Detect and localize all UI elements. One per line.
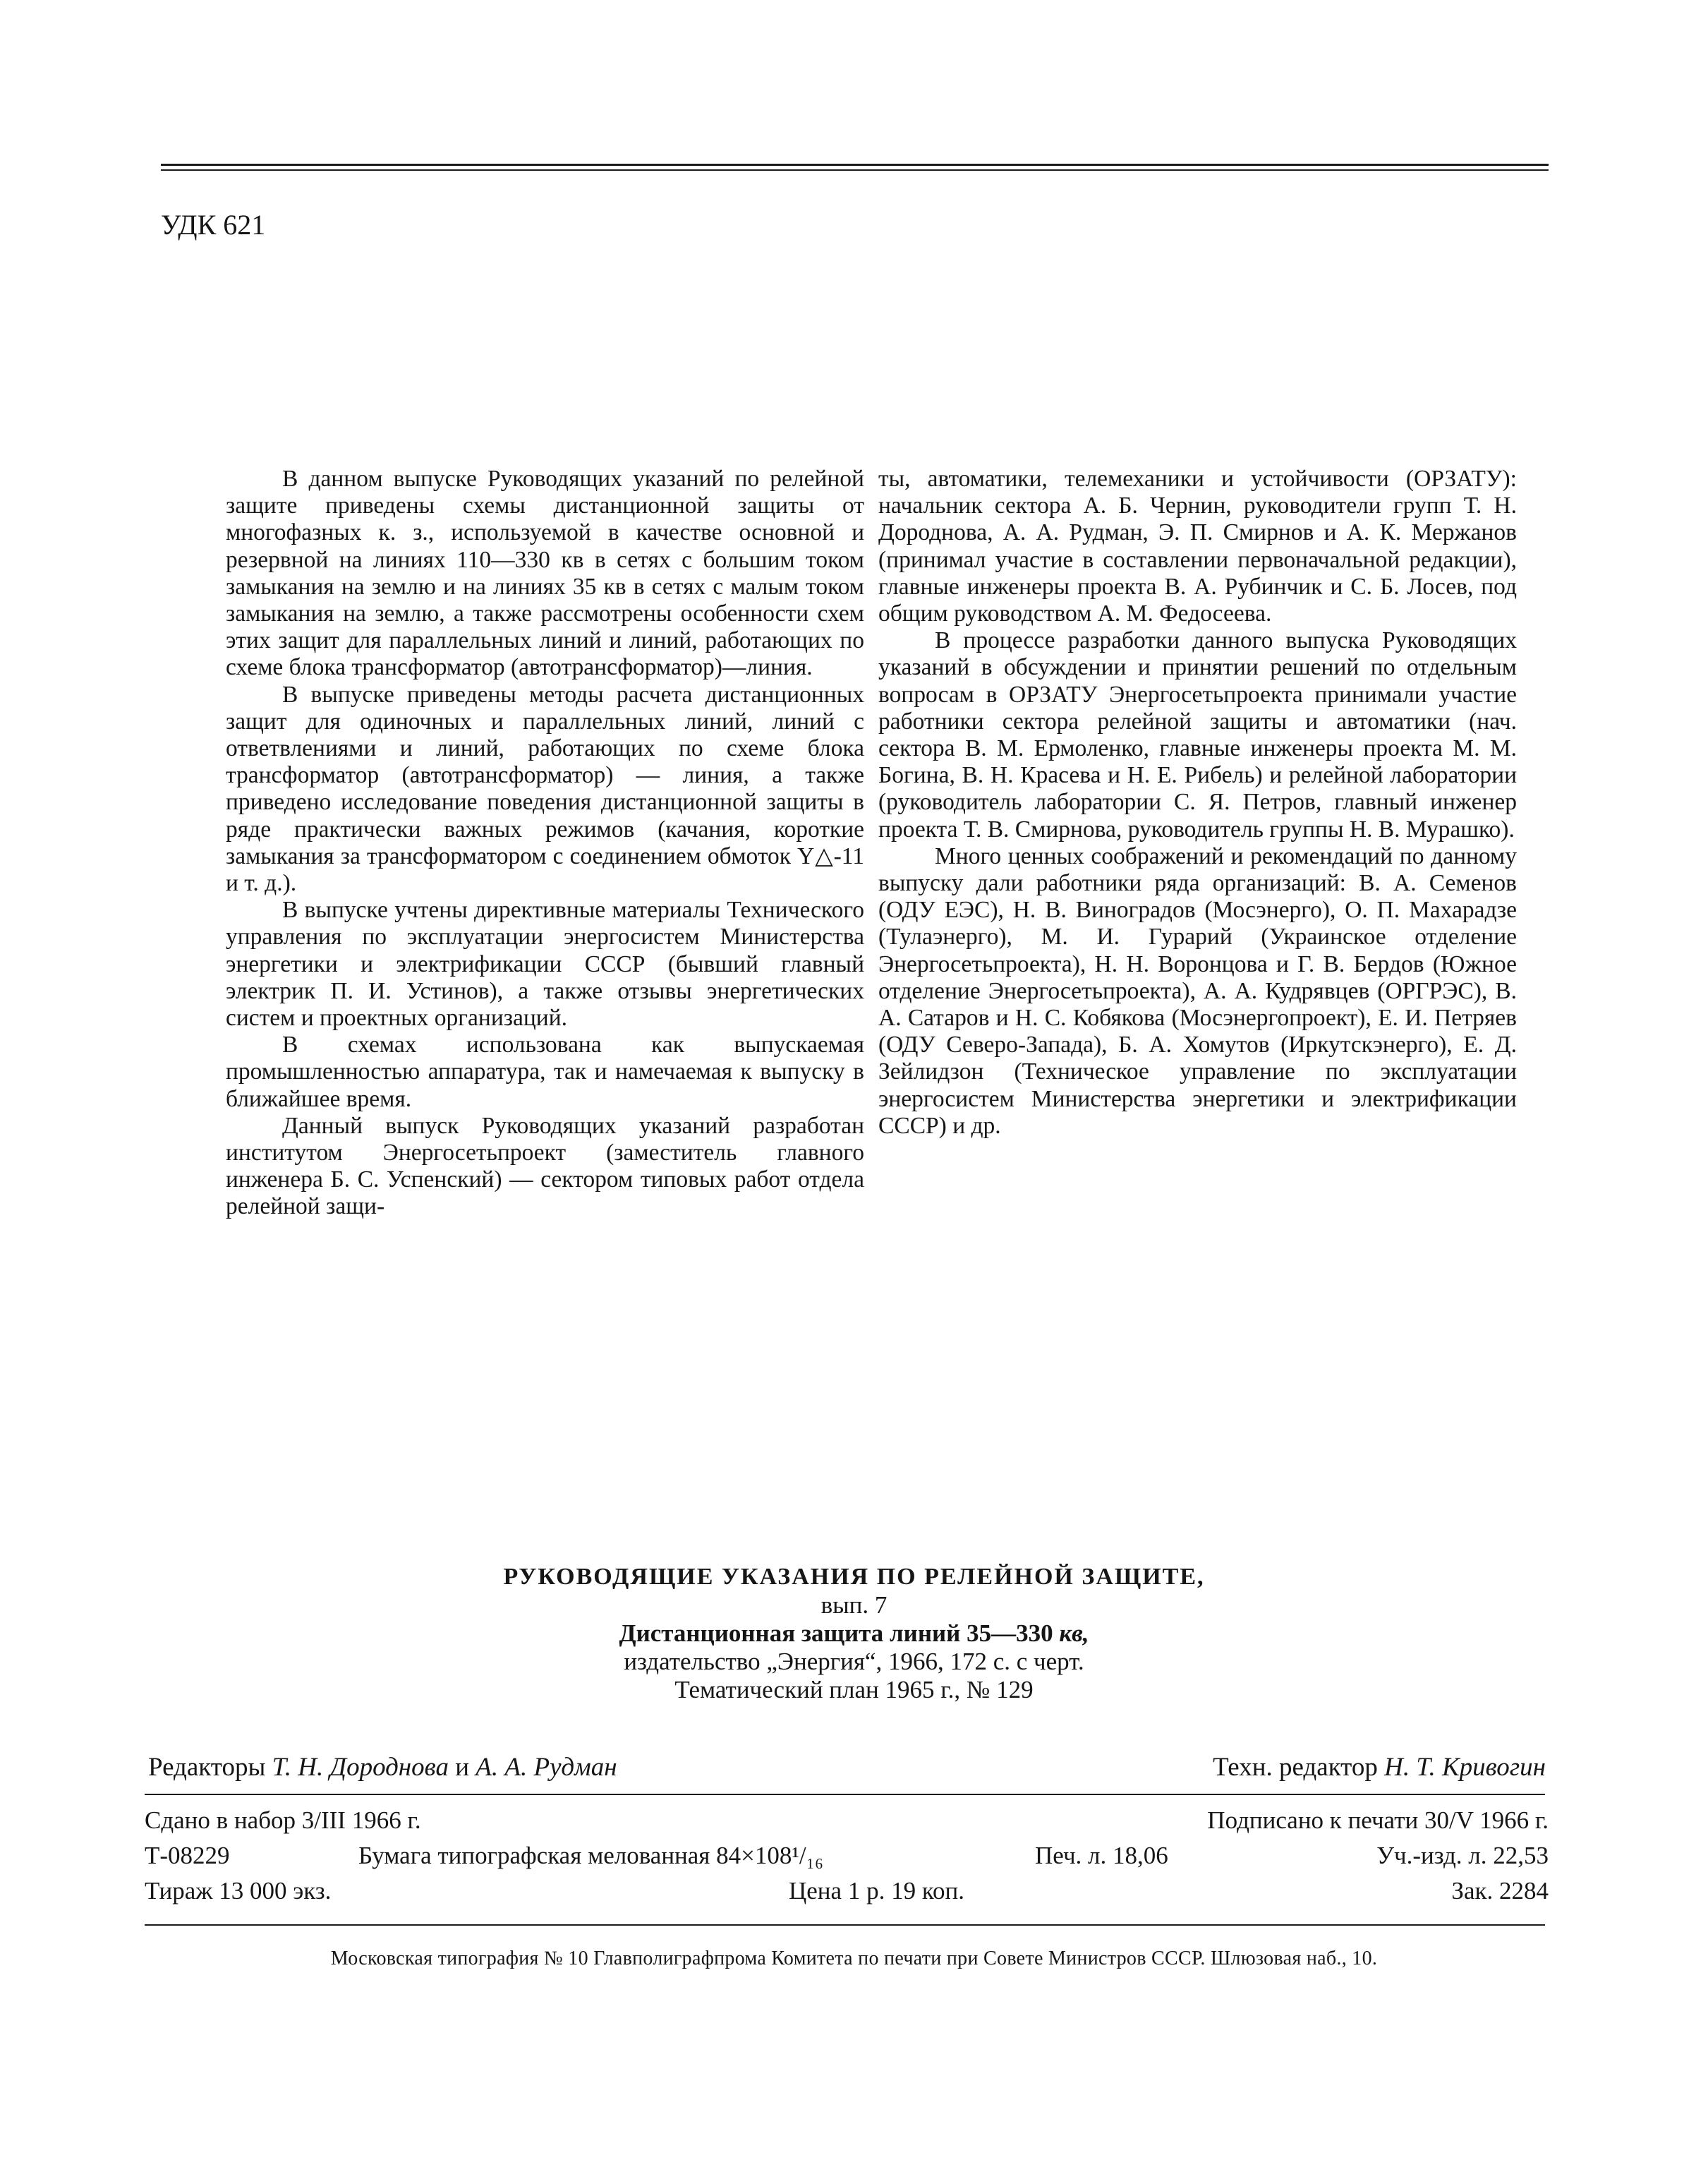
imprint bbox=[145, 1803, 1556, 1909]
abstract-left-column bbox=[226, 466, 864, 1221]
sent-to-set: Сдано в набор 3/III 1966 г. bbox=[145, 1806, 421, 1834]
colophon bbox=[0, 1563, 1708, 1704]
paper-format: Бумага типографская мелованная 84×108¹/₁₆ bbox=[358, 1842, 824, 1869]
publisher-line: издательство „Энергия“, 1966, 172 с. с черт. bbox=[624, 1648, 1084, 1675]
signed-to-print: Подписано к печати 30/V 1966 г. bbox=[1207, 1806, 1549, 1834]
order-number: Зак. 2284 bbox=[1451, 1877, 1549, 1905]
abstract-paragraph: В выпуске учтены директивные материалы Технического управления по эксплуатации энергосистем Министерства энергетики и электрификации СССР (бывший главный электрик П. И. Устинов), а также отзывы энергетических систем и проектных организаций. bbox=[226, 897, 864, 1032]
abstract-right-column bbox=[878, 466, 1517, 1140]
abstract-paragraph: ты, автоматики, телемеханики и устойчивости (ОРЗАТУ): начальник сектора А. Б. Чернин, руководители групп Т. Н. Дороднова, А. А. Рудман, Э. П. Смирнов и А. К. Мержанов (принимал участие в составлении первоначальной редакции), главные инженеры проекта В. А. Рубинчик и С. Б. Лосев, под общим руководством А. М. Федосеева. bbox=[878, 466, 1517, 627]
tech-editor-line bbox=[1213, 1752, 1546, 1782]
catalog-code: Т-08229 bbox=[145, 1842, 230, 1869]
print-sheets: Печ. л. 18,06 bbox=[1035, 1842, 1168, 1869]
editors-line bbox=[148, 1752, 617, 1782]
issue-number: вып. 7 bbox=[820, 1591, 888, 1619]
top-rule-thin bbox=[161, 169, 1549, 171]
abstract-paragraph: В схемах использована как выпускаемая промышленностью аппаратура, так и намечаемая к выпуску в ближайшее время. bbox=[226, 1032, 864, 1112]
imprint-rule-bottom bbox=[145, 1924, 1545, 1926]
imprint-row bbox=[145, 1838, 1556, 1873]
imprint-row bbox=[145, 1803, 1556, 1838]
thematic-plan: Тематический план 1965 г., № 129 bbox=[674, 1676, 1034, 1703]
editors-conj: и bbox=[455, 1753, 470, 1782]
abstract-paragraph: В данном выпуске Руководящих указаний по релейной защите приведены схемы дистанционной защиты от многофазных к. з., используемой в качестве основной и резервной на линиях 110—330 кв в сетях с большим током замыкания на землю и на линиях 35 кв в сетях с малым током замыкания на землю, а также рассмотрены особенности схем этих защит для параллельных линий и линий, работающих по схеме блока трансформатор (автотрансформатор)—линия. bbox=[226, 466, 864, 681]
printer-footer: Московская типография № 10 Главполиграфпрома Комитета по печати при Совете Министров СССР. Шлюзовая наб., 10. bbox=[330, 1948, 1378, 1969]
abstract-paragraph: В процессе разработки данного выпуска Руководящих указаний в обсуждении и принятии решений по отдельным вопросам в ОРЗАТУ Энергосетьпроекта принимали участие работники сектора релейной защиты и автоматики (нач. сектора В. М. Ермоленко, главные инженеры проекта М. М. Богина, В. Н. Красева и Н. Е. Рибель) и релейной лаборатории (руководитель лаборатории С. Я. Петров, главный инженер проекта Т. В. Смирнова, руководитель группы Н. В. Мурашко). bbox=[878, 627, 1517, 843]
abstract-paragraph: В выпуске приведены методы расчета дистанционных защит для одиночных и параллельных линий, линий с ответвлениями и линий, работающих по схеме блока трансформатор (автотрансформатор) — линия, а также приведено исследование поведения дистанционной защиты в ряде практически важных режимов (качания, короткие замыкания за трансформатором с соединением обмоток Y△-11 и т. д.). bbox=[226, 681, 864, 897]
subtitle-unit: кв, bbox=[1059, 1619, 1089, 1647]
publisher-sheets: Уч.-изд. л. 22,53 bbox=[1376, 1842, 1549, 1869]
book-subtitle bbox=[0, 1619, 1708, 1648]
abstract-paragraph: Данный выпуск Руководящих указаний разработан институтом Энергосетьпроект (заместитель главного инженера Б. С. Успенский) — сектором типовых работ отдела релейной защи- bbox=[226, 1112, 864, 1220]
editors-prefix: Редакторы bbox=[148, 1753, 266, 1782]
imprint-row bbox=[145, 1873, 1556, 1909]
abstract-paragraph: Много ценных соображений и рекомендаций по данному выпуску дали работники ряда организаций: В. А. Семенов (ОДУ ЕЭС), Н. В. Виноградов (Мосэнерго), О. П. Махарадзе (Тулаэнерго), М. И. Гурарий (Украинское отделение Энергосетьпроекта), Н. Н. Воронцова и Г. В. Бердов (Южное отделение Энергосетьпроекта), А. А. Кудрявцев (ОРГРЭС), В. А. Сатаров и Н. С. Кобякова (Мосэнергопроект), Е. И. Петряев (ОДУ Северо-Запада), Б. А. Хомутов (Иркутскэнерго), Е. Д. Зейлидзон (Техническое управление по эксплуатации энергосистем Министерства энергетики и электрификации СССР) и др. bbox=[878, 843, 1517, 1139]
editor-name: А. А. Рудман bbox=[476, 1753, 617, 1782]
tech-editor-name: Н. Т. Кривогин bbox=[1384, 1753, 1546, 1782]
imprint-rule-top bbox=[145, 1794, 1545, 1795]
subtitle-text: Дистанционная защита линий 35—330 bbox=[619, 1619, 1053, 1647]
print-run: Тираж 13 000 экз. bbox=[145, 1877, 332, 1905]
editor-name: Т. Н. Дороднова bbox=[272, 1753, 449, 1782]
book-title: РУКОВОДЯЩИЕ УКАЗАНИЯ ПО РЕЛЕЙНОЙ ЗАЩИТЕ, bbox=[503, 1564, 1205, 1590]
top-rule bbox=[161, 164, 1549, 166]
udk-code: УДК 621 bbox=[161, 209, 266, 241]
tech-editor-prefix: Техн. редактор bbox=[1213, 1753, 1378, 1782]
price: Цена 1 р. 19 коп. bbox=[789, 1877, 965, 1905]
